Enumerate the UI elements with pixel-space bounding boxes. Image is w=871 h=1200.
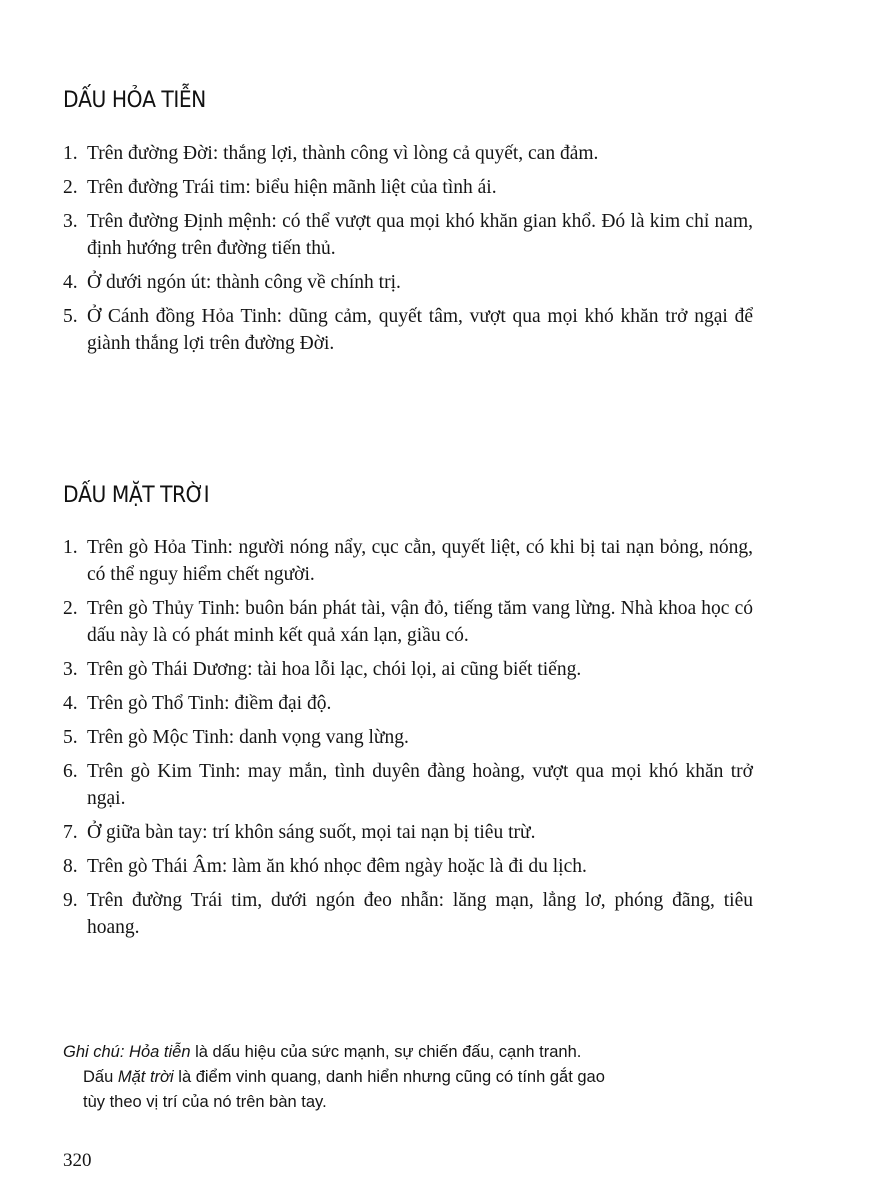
footnote-text: là điểm vinh quang, danh hiển nhưng cũng có tính gắt gao (178, 1068, 605, 1086)
footnote-term-mat-troi: Mặt trời (117, 1068, 174, 1086)
list-item (63, 303, 753, 357)
list-item (63, 724, 753, 751)
item-number: 4. (63, 693, 78, 714)
footnote (63, 1040, 783, 1115)
list-item (63, 174, 753, 201)
item-text: Trên gò Kim Tinh: may mắn, tình duyên đàng hoàng, vượt qua mọi khó khăn trở ngại. (87, 761, 753, 809)
item-text: Trên gò Hỏa Tinh: người nóng nẩy, cục cằn, quyết liệt, có khi bị tai nạn bỏng, nóng, có thể nguy hiểm chết người. (87, 537, 753, 585)
item-number: 8. (63, 856, 78, 877)
item-text: Ở Cánh đồng Hỏa Tinh: dũng cảm, quyết tâm, vượt qua mọi khó khăn trở ngại để giành thắng lợi trên đường Đời. (87, 306, 753, 354)
item-text: Trên đường Định mệnh: có thể vượt qua mọi khó khăn gian khổ. Đó là kim chỉ nam, định hướng trên đường tiến thủ. (87, 211, 753, 259)
list-item (63, 595, 753, 649)
list-item (63, 853, 753, 880)
item-number: 3. (63, 211, 78, 232)
item-text: Trên đường Trái tim, dưới ngón đeo nhẫn: lăng mạn, lẳng lơ, phóng đãng, tiêu hoang. (87, 890, 753, 938)
item-number: 9. (63, 890, 78, 911)
item-number: 2. (63, 598, 78, 619)
item-number: 2. (63, 177, 78, 198)
item-text: Trên đường Đời: thắng lợi, thành công vì lòng cả quyết, can đảm. (87, 143, 599, 164)
footnote-text: Dấu (83, 1068, 114, 1086)
item-text: Trên gò Thái Âm: làm ăn khó nhọc đêm ngày hoặc là đi du lịch. (87, 856, 587, 877)
page-number: 320 (63, 1150, 92, 1171)
footnote-line-2 (63, 1065, 783, 1090)
item-number: 5. (63, 306, 78, 327)
item-number: 1. (63, 143, 78, 164)
item-number: 4. (63, 272, 78, 293)
list-item (63, 208, 753, 262)
mat-troi-list (63, 534, 753, 948)
list-item (63, 269, 753, 296)
list-item (63, 819, 753, 846)
list-item (63, 887, 753, 941)
item-text: Ở giữa bàn tay: trí khôn sáng suốt, mọi tai nạn bị tiêu trừ. (87, 822, 536, 843)
list-item (63, 758, 753, 812)
list-item (63, 534, 753, 588)
list-item (63, 140, 753, 167)
item-text: Trên gò Mộc Tinh: danh vọng vang lừng. (87, 727, 409, 748)
item-number: 1. (63, 537, 78, 558)
item-text: Trên gò Thủy Tinh: buôn bán phát tài, vận đỏ, tiếng tăm vang lừng. Nhà khoa học có dấu này là có phát minh kết quả xán lạn, giầu có. (87, 598, 753, 646)
item-number: 6. (63, 761, 78, 782)
item-number: 7. (63, 822, 78, 843)
item-text: Trên gò Thái Dương: tài hoa lỗi lạc, chói lọi, ai cũng biết tiếng. (87, 659, 582, 680)
item-text: Trên gò Thổ Tinh: điềm đại độ. (87, 693, 332, 714)
footnote-line-1 (63, 1040, 783, 1065)
item-text: Trên đường Trái tim: biểu hiện mãnh liệt của tình ái. (87, 177, 497, 198)
section-title-mat-troi: DẤU MẶT TRỜI (63, 483, 210, 508)
section-title-hoa-tien: DẤU HỎA TIỄN (63, 88, 206, 113)
hoa-tien-list (63, 140, 753, 364)
list-item (63, 656, 753, 683)
item-number: 3. (63, 659, 78, 680)
footnote-line-3: tùy theo vị trí của nó trên bàn tay. (83, 1093, 327, 1111)
footnote-term-hoa-tien: Hỏa tiễn (129, 1043, 191, 1061)
list-item (63, 690, 753, 717)
footnote-text: là dấu hiệu của sức mạnh, sự chiến đấu, cạnh tranh. (195, 1043, 582, 1061)
item-text: Ở dưới ngón út: thành công về chính trị. (87, 272, 401, 293)
footnote-label: Ghi chú: (63, 1043, 125, 1061)
item-number: 5. (63, 727, 78, 748)
